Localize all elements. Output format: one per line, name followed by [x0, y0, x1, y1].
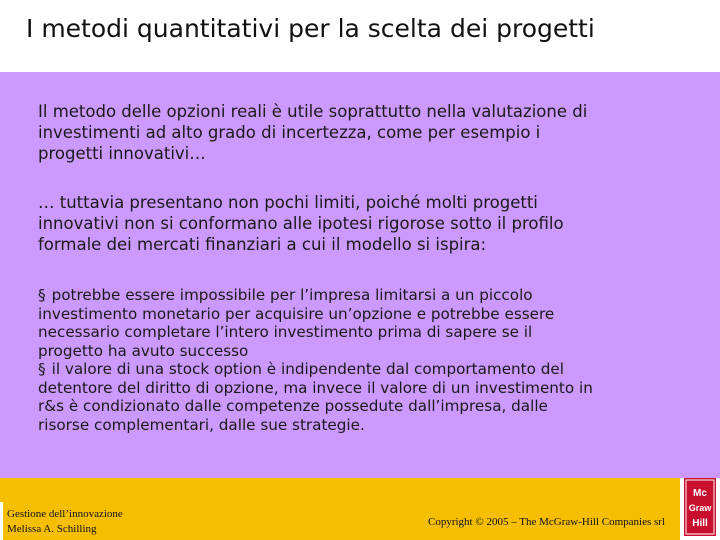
svg-text:Hill: Hill [692, 518, 708, 529]
bullet-marker: § [38, 360, 46, 378]
list-item [38, 286, 598, 360]
footer-divider [0, 502, 3, 540]
bullet-list [38, 286, 598, 434]
footer [0, 478, 720, 540]
slide-title: I metodi quantitativi per la scelta dei progetti [26, 14, 595, 43]
bullet-marker: § [38, 286, 46, 304]
footer-author: Melissa A. Schilling [7, 523, 97, 535]
list-item [38, 360, 598, 434]
svg-text:Mc: Mc [693, 488, 707, 499]
title-bar [0, 0, 720, 72]
bullet-text: il valore di una stock option è indipendente dal comportamento del detentore del diritto di opzione, ma invece il valore di un investimento in r&s è condizionato dalle competenze possedute dall’impresa, dalle risorse complementari, dalle sue strategie. [38, 360, 593, 434]
paragraph-limits: … tuttavia presentano non pochi limiti, poiché molti progetti innovativi non si conformano alle ipotesi rigorose sotto il profilo formale dei mercati finanziari a cui il modello si ispira: [38, 193, 564, 254]
footer-band [0, 478, 680, 540]
footer-copyright: Copyright © 2005 – The McGraw-Hill Companies srl [428, 516, 665, 528]
bullet-text: potrebbe essere impossibile per l’impresa limitarsi a un piccolo investimento monetario per acquisire un’opzione e potrebbe essere necessario completare l’intero investimento prima di sapere se il progetto ha avuto successo [38, 286, 555, 360]
svg-text:Graw: Graw [688, 503, 712, 513]
paragraph-intro: Il metodo delle opzioni reali è utile soprattutto nella valutazione di investimenti ad alto grado di incertezza, come per esempio i progetti innovativi… [38, 102, 588, 163]
footer-course: Gestione dell’innovazione [7, 508, 123, 520]
slide-content [0, 72, 720, 478]
mcgraw-hill-logo [684, 478, 716, 536]
